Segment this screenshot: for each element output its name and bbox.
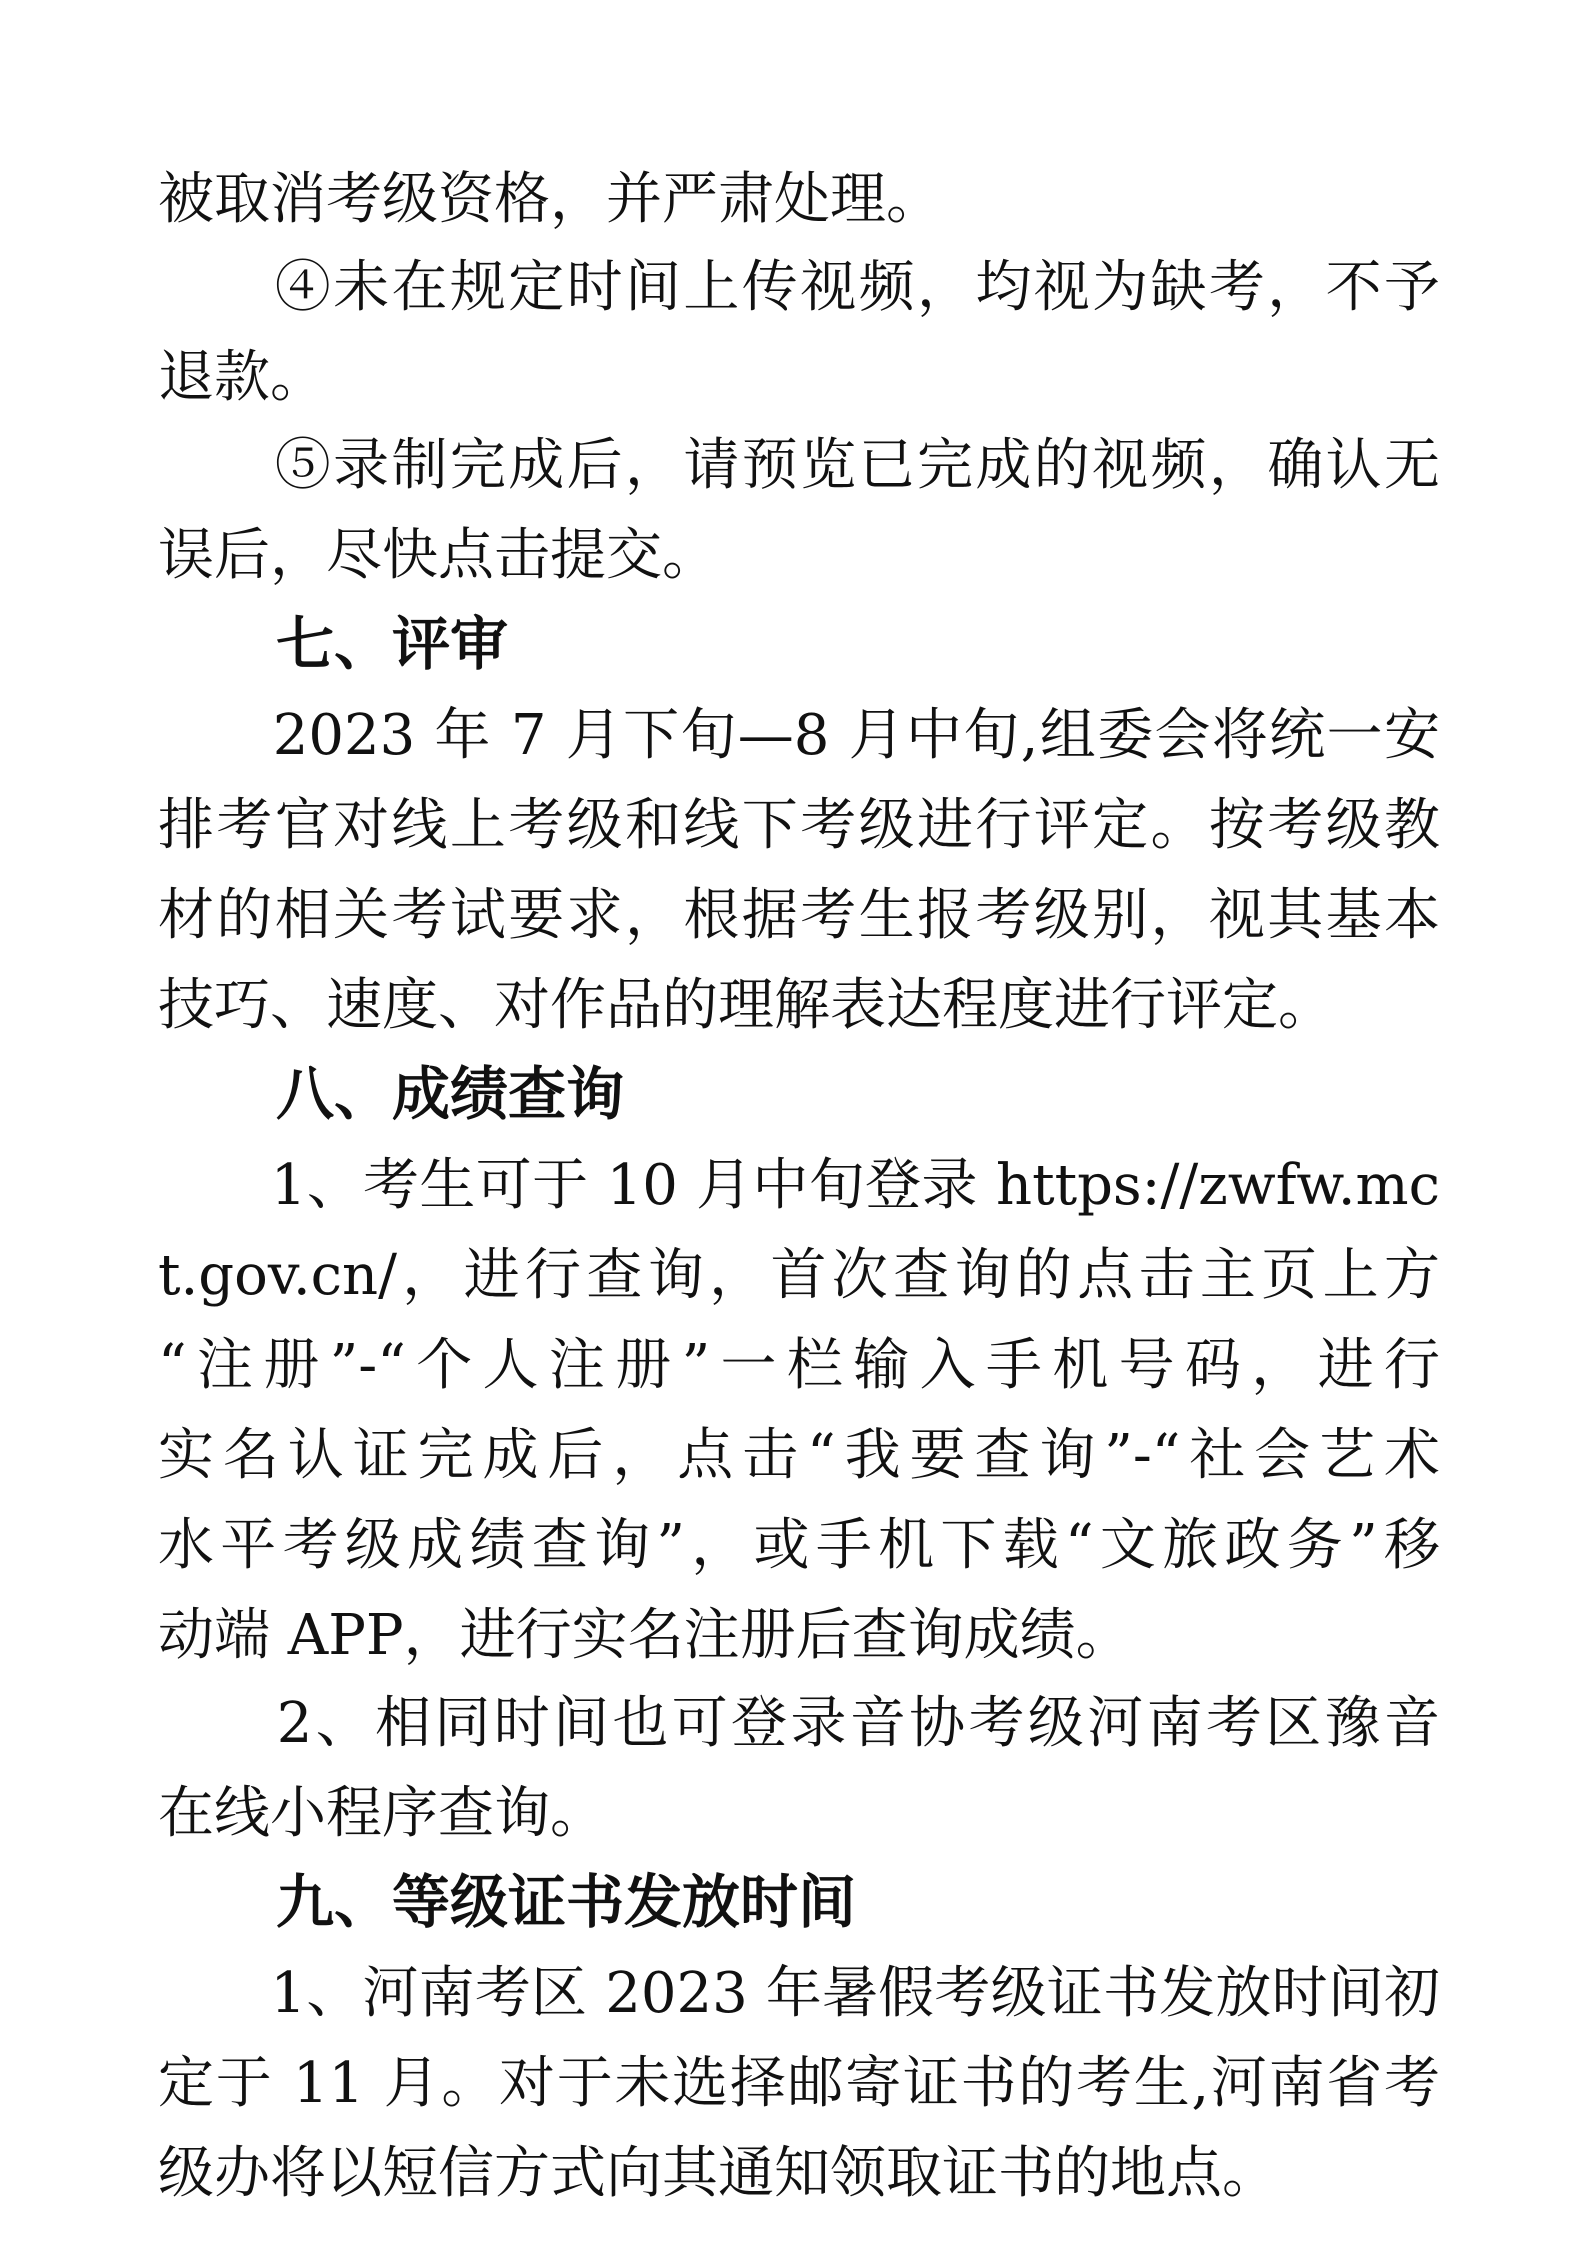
text-line: 2、相同时间也可登录音协考级河南考区豫音 <box>158 1691 1440 1756</box>
paragraph-score-query-2 <box>158 1691 1440 1846</box>
text-line: “注册”-“个人注册”一栏输入手机号码，进行 <box>158 1333 1440 1398</box>
paragraph-rule-4 <box>158 255 1440 410</box>
text-line: 材的相关考试要求，根据考生报考级别，视其基本 <box>158 883 1440 948</box>
text-line: 实名认证完成后，点击“我要查询”-“社会艺术 <box>158 1423 1440 1488</box>
section-heading-certificate: 九、等级证书发放时间 <box>276 1868 857 1936</box>
text-line: 级办将以短信方式向其通知领取证书的地点。 <box>158 2141 1278 2206</box>
text-line: 1、考生可于 10 月中旬登录 https://zwfw.mc <box>158 1153 1440 1218</box>
section-heading-score-query: 八、成绩查询 <box>276 1060 625 1128</box>
paragraph-rule-5 <box>158 433 1440 588</box>
text-line: 技巧、速度、对作品的理解表达程度进行评定。 <box>158 973 1334 1038</box>
text-line: ⑤录制完成后，请预览已完成的视频，确认无 <box>158 433 1440 498</box>
text-line: 1、河南考区 2023 年暑假考级证书发放时间初 <box>158 1961 1440 2026</box>
text-line: 误后，尽快点击提交。 <box>158 523 718 588</box>
text-line: 排考官对线上考级和线下考级进行评定。按考级教 <box>158 793 1440 858</box>
text-line: 定于 11 月。对于未选择邮寄证书的考生,河南省考 <box>158 2051 1440 2116</box>
text-line: 动端 APP，进行实名注册后查询成绩。 <box>158 1603 1132 1668</box>
text-line: 退款。 <box>158 345 326 410</box>
paragraph-review <box>158 703 1440 1038</box>
text-line: t.gov.cn/，进行查询，首次查询的点击主页上方 <box>158 1243 1440 1308</box>
text-line: 2023 年 7 月下旬—8 月中旬,组委会将统一安 <box>158 703 1440 768</box>
text-line: 被取消考级资格，并严肃处理。 <box>158 167 942 232</box>
paragraph-score-query-1 <box>158 1153 1440 1668</box>
document-page <box>158 167 1440 2232</box>
text-line: ④未在规定时间上传视频，均视为缺考，不予 <box>158 255 1440 320</box>
text-line: 水平考级成绩查询”，或手机下载“文旅政务”移 <box>158 1513 1440 1578</box>
paragraph-certificate-1 <box>158 1961 1440 2206</box>
section-heading-review: 七、评审 <box>276 610 509 678</box>
text-line: 在线小程序查询。 <box>158 1781 606 1846</box>
paragraph-disqualification <box>158 167 1440 232</box>
